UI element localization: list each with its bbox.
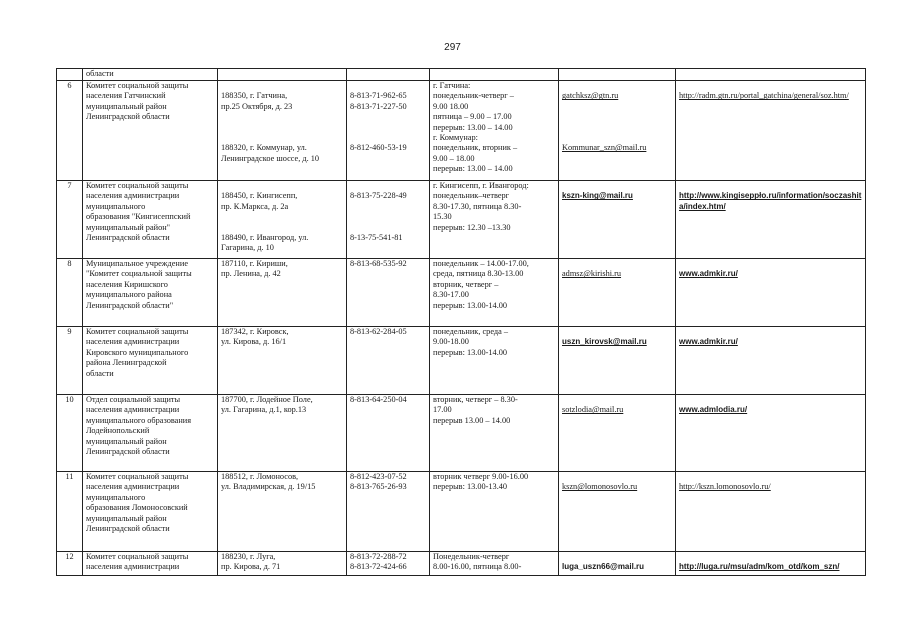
- row-number: 8: [57, 259, 83, 327]
- table-row: [57, 395, 866, 472]
- table-row: [57, 181, 866, 259]
- phone: 8-813-64-250-04: [347, 395, 430, 472]
- phone: 8-812-423-07-52 8-813-765-26-93: [347, 472, 430, 552]
- phone: 8-813-68-535-92: [347, 259, 430, 327]
- working-hours: [430, 69, 559, 81]
- row-number: 10: [57, 395, 83, 472]
- email: [559, 259, 676, 327]
- organization-name: Комитет социальной защиты населения администрации муниципального образования "Кингисеппский муниципальный район" Ленинградской области: [83, 181, 218, 259]
- social-protection-table: [56, 68, 866, 576]
- website: [676, 472, 866, 552]
- table-row: [57, 81, 866, 181]
- working-hours: г. Кингисепп, г. Ивангород: понедельник–четверг 8.30-17.30, пятница 8.30- 15.30 перерыв: 12.30 –13.30: [430, 181, 559, 259]
- website-link[interactable]: www.admkir.ru/: [679, 337, 738, 347]
- website-link[interactable]: http://luga.ru/msu/adm/kom_otd/kom_szn/: [679, 562, 840, 572]
- row-number: 6: [57, 81, 83, 181]
- row-number: [57, 69, 83, 81]
- phone-secondary: 8-13-75-541-81: [350, 233, 403, 242]
- website: [676, 327, 866, 395]
- email-link-secondary[interactable]: Kommunar_szn@mail.ru: [562, 143, 647, 153]
- email: [559, 69, 676, 81]
- website: [676, 181, 866, 259]
- phone-primary: 8-813-71-962-65 8-813-71-227-50: [350, 91, 407, 111]
- working-hours: вторник, четверг – 8.30- 17.00 перерыв 13.00 – 14.00: [430, 395, 559, 472]
- organization-name: Отдел социальной защиты населения администрации муниципального образования Лодейнопольский муниципальный район Ленинградской области: [83, 395, 218, 472]
- phone: 8-813-62-284-05: [347, 327, 430, 395]
- address: [218, 81, 347, 181]
- email: [559, 81, 676, 181]
- address: [218, 69, 347, 81]
- website: [676, 395, 866, 472]
- organization-name: Муниципальное учреждение "Комитет социальной защиты населения Киришского муниципального района Ленинградской области": [83, 259, 218, 327]
- website-link[interactable]: http://radm.gtn.ru/portal_gatchina/general/soz.htm/: [679, 91, 849, 101]
- page-number: 297: [444, 42, 461, 53]
- working-hours: Понедельник-четверг 8.00-16.00, пятница 8.00-: [430, 552, 559, 576]
- address-primary: 188350, г. Гатчина, пр.25 Октября, д. 23: [221, 91, 293, 111]
- email-link[interactable]: uszn_kirovsk@mail.ru: [562, 337, 647, 347]
- address: 187110, г. Кириши, пр. Ленина, д. 42: [218, 259, 347, 327]
- working-hours: понедельник – 14.00-17.00, среда, пятница 8.30-13.00 вторник, четверг – 8.30-17.00 перерыв: 13.00-14.00: [430, 259, 559, 327]
- website-link[interactable]: http://www.kingiseppło.ru/information/soczashita/index.htm/: [679, 191, 862, 211]
- website: [676, 259, 866, 327]
- organization-name: Комитет социальной защиты населения администрации муниципального образования Ломоносовский муниципальный район Ленинградской области: [83, 472, 218, 552]
- website-link[interactable]: www.admkir.ru/: [679, 269, 738, 279]
- table-row: [57, 69, 866, 81]
- address-secondary: 188320, г. Коммунар, ул. Ленинградское шоссе, д. 10: [221, 143, 320, 163]
- email-link[interactable]: gatchksz@gtn.ru: [562, 91, 619, 101]
- phone-primary: 8-813-75-228-49: [350, 191, 407, 201]
- address: 187342, г. Кировск, ул. Кирова, д. 16/1: [218, 327, 347, 395]
- row-number: 7: [57, 181, 83, 259]
- table-row: [57, 327, 866, 395]
- row-number: 11: [57, 472, 83, 552]
- email: [559, 472, 676, 552]
- email: [559, 181, 676, 259]
- working-hours: г. Гатчина: понедельник-четверг – 9.00 18.00 пятница – 9.00 – 17.00 перерыв: 13.00 – 14.00 г. Коммунар: понедельник, вторник – 9.00 – 18.00 перерыв: 13.00 – 14.00: [430, 81, 559, 181]
- phone-secondary: 8-812-460-53-19: [350, 143, 407, 153]
- address-secondary: 188490, г. Ивангород, ул. Гагарина, д. 10: [221, 233, 309, 253]
- address: [218, 181, 347, 259]
- row-number: 12: [57, 552, 83, 576]
- working-hours: понедельник, среда – 9.00-18.00 перерыв: 13.00-14.00: [430, 327, 559, 395]
- email-link[interactable]: admsz@kirishi.ru: [562, 269, 622, 279]
- address: 187700, г. Лодейное Поле, ул. Гагарина, д.1, кор.13: [218, 395, 347, 472]
- website: [676, 69, 866, 81]
- website: [676, 552, 866, 576]
- email: [559, 327, 676, 395]
- phone: [347, 69, 430, 81]
- organization-name: Комитет социальной защиты населения администрации: [83, 552, 218, 576]
- address-primary: 188450, г. Кингисепп, пр. К.Маркса, д. 2а: [221, 191, 298, 211]
- row-number: 9: [57, 327, 83, 395]
- organization-name: Комитет социальной защиты населения Гатчинский муниципальный район Ленинградской области: [83, 81, 218, 181]
- email-link[interactable]: kszn-king@mail.ru: [562, 191, 633, 201]
- table-row: [57, 259, 866, 327]
- email: [559, 395, 676, 472]
- organization-name: области: [83, 69, 218, 81]
- email-link[interactable]: sotzlodia@mail.ru: [562, 405, 624, 415]
- website-link[interactable]: www.admlodia.ru/: [679, 405, 748, 415]
- table-row: [57, 472, 866, 552]
- organization-name: Комитет социальной защиты населения администрации Кировского муниципального района Ленинградской области: [83, 327, 218, 395]
- website: [676, 81, 866, 181]
- phone: [347, 181, 430, 259]
- email-link[interactable]: kszn@lomonosovlo.ru: [562, 482, 638, 492]
- email: [559, 552, 676, 576]
- address: 188230, г. Луга, пр. Кирова, д. 71: [218, 552, 347, 576]
- address: 188512, г. Ломоносов, ул. Владимирская, д. 19/15: [218, 472, 347, 552]
- website-link[interactable]: http://kszn.lomonosovlo.ru/: [679, 482, 771, 492]
- table-row: [57, 552, 866, 576]
- email-link[interactable]: luga_uszn66@mail.ru: [562, 562, 645, 572]
- working-hours: вторник четверг 9.00-16.00 перерыв: 13.00-13.40: [430, 472, 559, 552]
- phone: 8-813-72-288-72 8-813-72-424-66: [347, 552, 430, 576]
- phone: [347, 81, 430, 181]
